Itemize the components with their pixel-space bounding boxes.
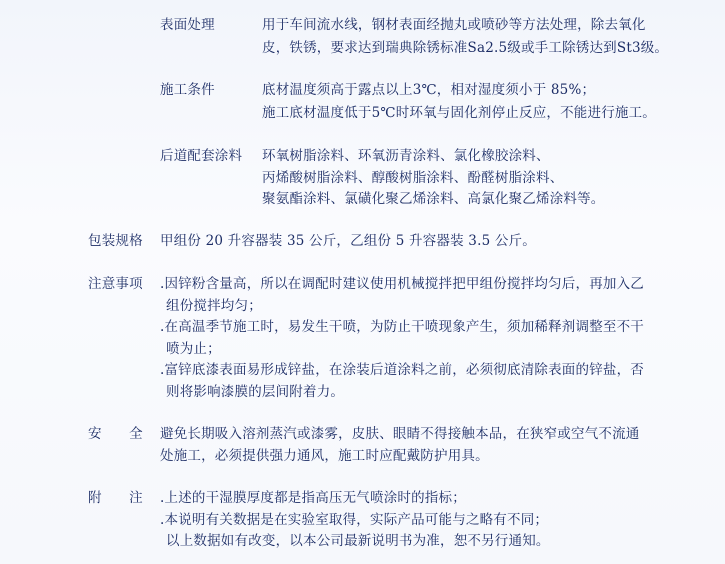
- precautions-line-1: .因锌粉含量高，所以在调配时建议使用机械搅拌把甲组份搅拌均匀后，再加入乙: [160, 276, 644, 292]
- topcoat-line-2: 丙烯酸树脂涂料、醇酸树脂涂料、酚醛树脂涂料、: [262, 170, 564, 186]
- surface-treatment-label: 表面处理: [160, 17, 215, 33]
- safety-label: 安 全: [88, 426, 143, 442]
- packaging-line-1: 甲组份 20 升容器装 35 公斤，乙组份 5 升容器装 3.5 公斤。: [160, 233, 536, 249]
- precautions-line-5: .富锌底漆表面易形成锌盐，在涂装后道涂料之前，必须彻底清除表面的锌盐，否: [160, 362, 644, 378]
- remarks-label: 附 注: [88, 490, 143, 506]
- precautions-line-6: 则将影响漆膜的层间附着力。: [166, 384, 345, 400]
- precautions-line-4: 喷为止；: [166, 341, 221, 357]
- surface-treatment-line-2: 皮，铁锈，要求达到瑞典除锈标准Sa2.5级或手工除锈达到St3级。: [262, 40, 669, 56]
- application-conditions-line-1: 底材温度须高于露点以上3℃，相对湿度须小于 85%；: [262, 82, 596, 98]
- remarks-line-2: .本说明有关数据是在实验室取得，实际产品可能与之略有不同；: [160, 512, 549, 528]
- safety-line-2: 处施工，必须提供强力通风，施工时应配戴防护用具。: [160, 448, 489, 464]
- precautions-line-2: 组份搅拌均匀；: [166, 298, 262, 314]
- remarks-line-3: 以上数据如有改变，以本公司最新说明书为准，恕不另行通知。: [166, 533, 550, 549]
- application-conditions-line-2: 施工底材温度低于5℃时环氧与固化剂停止反应，不能进行施工。: [262, 105, 656, 121]
- topcoat-label: 后道配套涂料: [160, 148, 243, 164]
- precautions-label: 注意事项: [88, 276, 143, 292]
- packaging-label: 包装规格: [88, 233, 143, 249]
- topcoat-line-3: 聚氨酯涂料、氯磺化聚乙烯涂料、高氯化聚乙烯涂料等。: [262, 191, 605, 207]
- topcoat-line-1: 环氧树脂涂料、环氧沥青涂料、氯化橡胶涂料、: [262, 148, 550, 164]
- precautions-line-3: .在高温季节施工时，易发生干喷，为防止干喷现象产生，须加稀释剂调整至不干: [160, 319, 644, 335]
- surface-treatment-line-1: 用于车间流水线，钢材表面经抛丸或喷砂等方法处理，除去氧化: [262, 17, 646, 33]
- application-conditions-label: 施工条件: [160, 82, 215, 98]
- safety-line-1: 避免长期吸入溶剂蒸汽或漆雾，皮肤、眼睛不得接触本品，在狭窄或空气不流通: [160, 426, 640, 442]
- remarks-line-1: .上述的干湿膜厚度都是指高压无气喷涂时的指标；: [160, 490, 466, 506]
